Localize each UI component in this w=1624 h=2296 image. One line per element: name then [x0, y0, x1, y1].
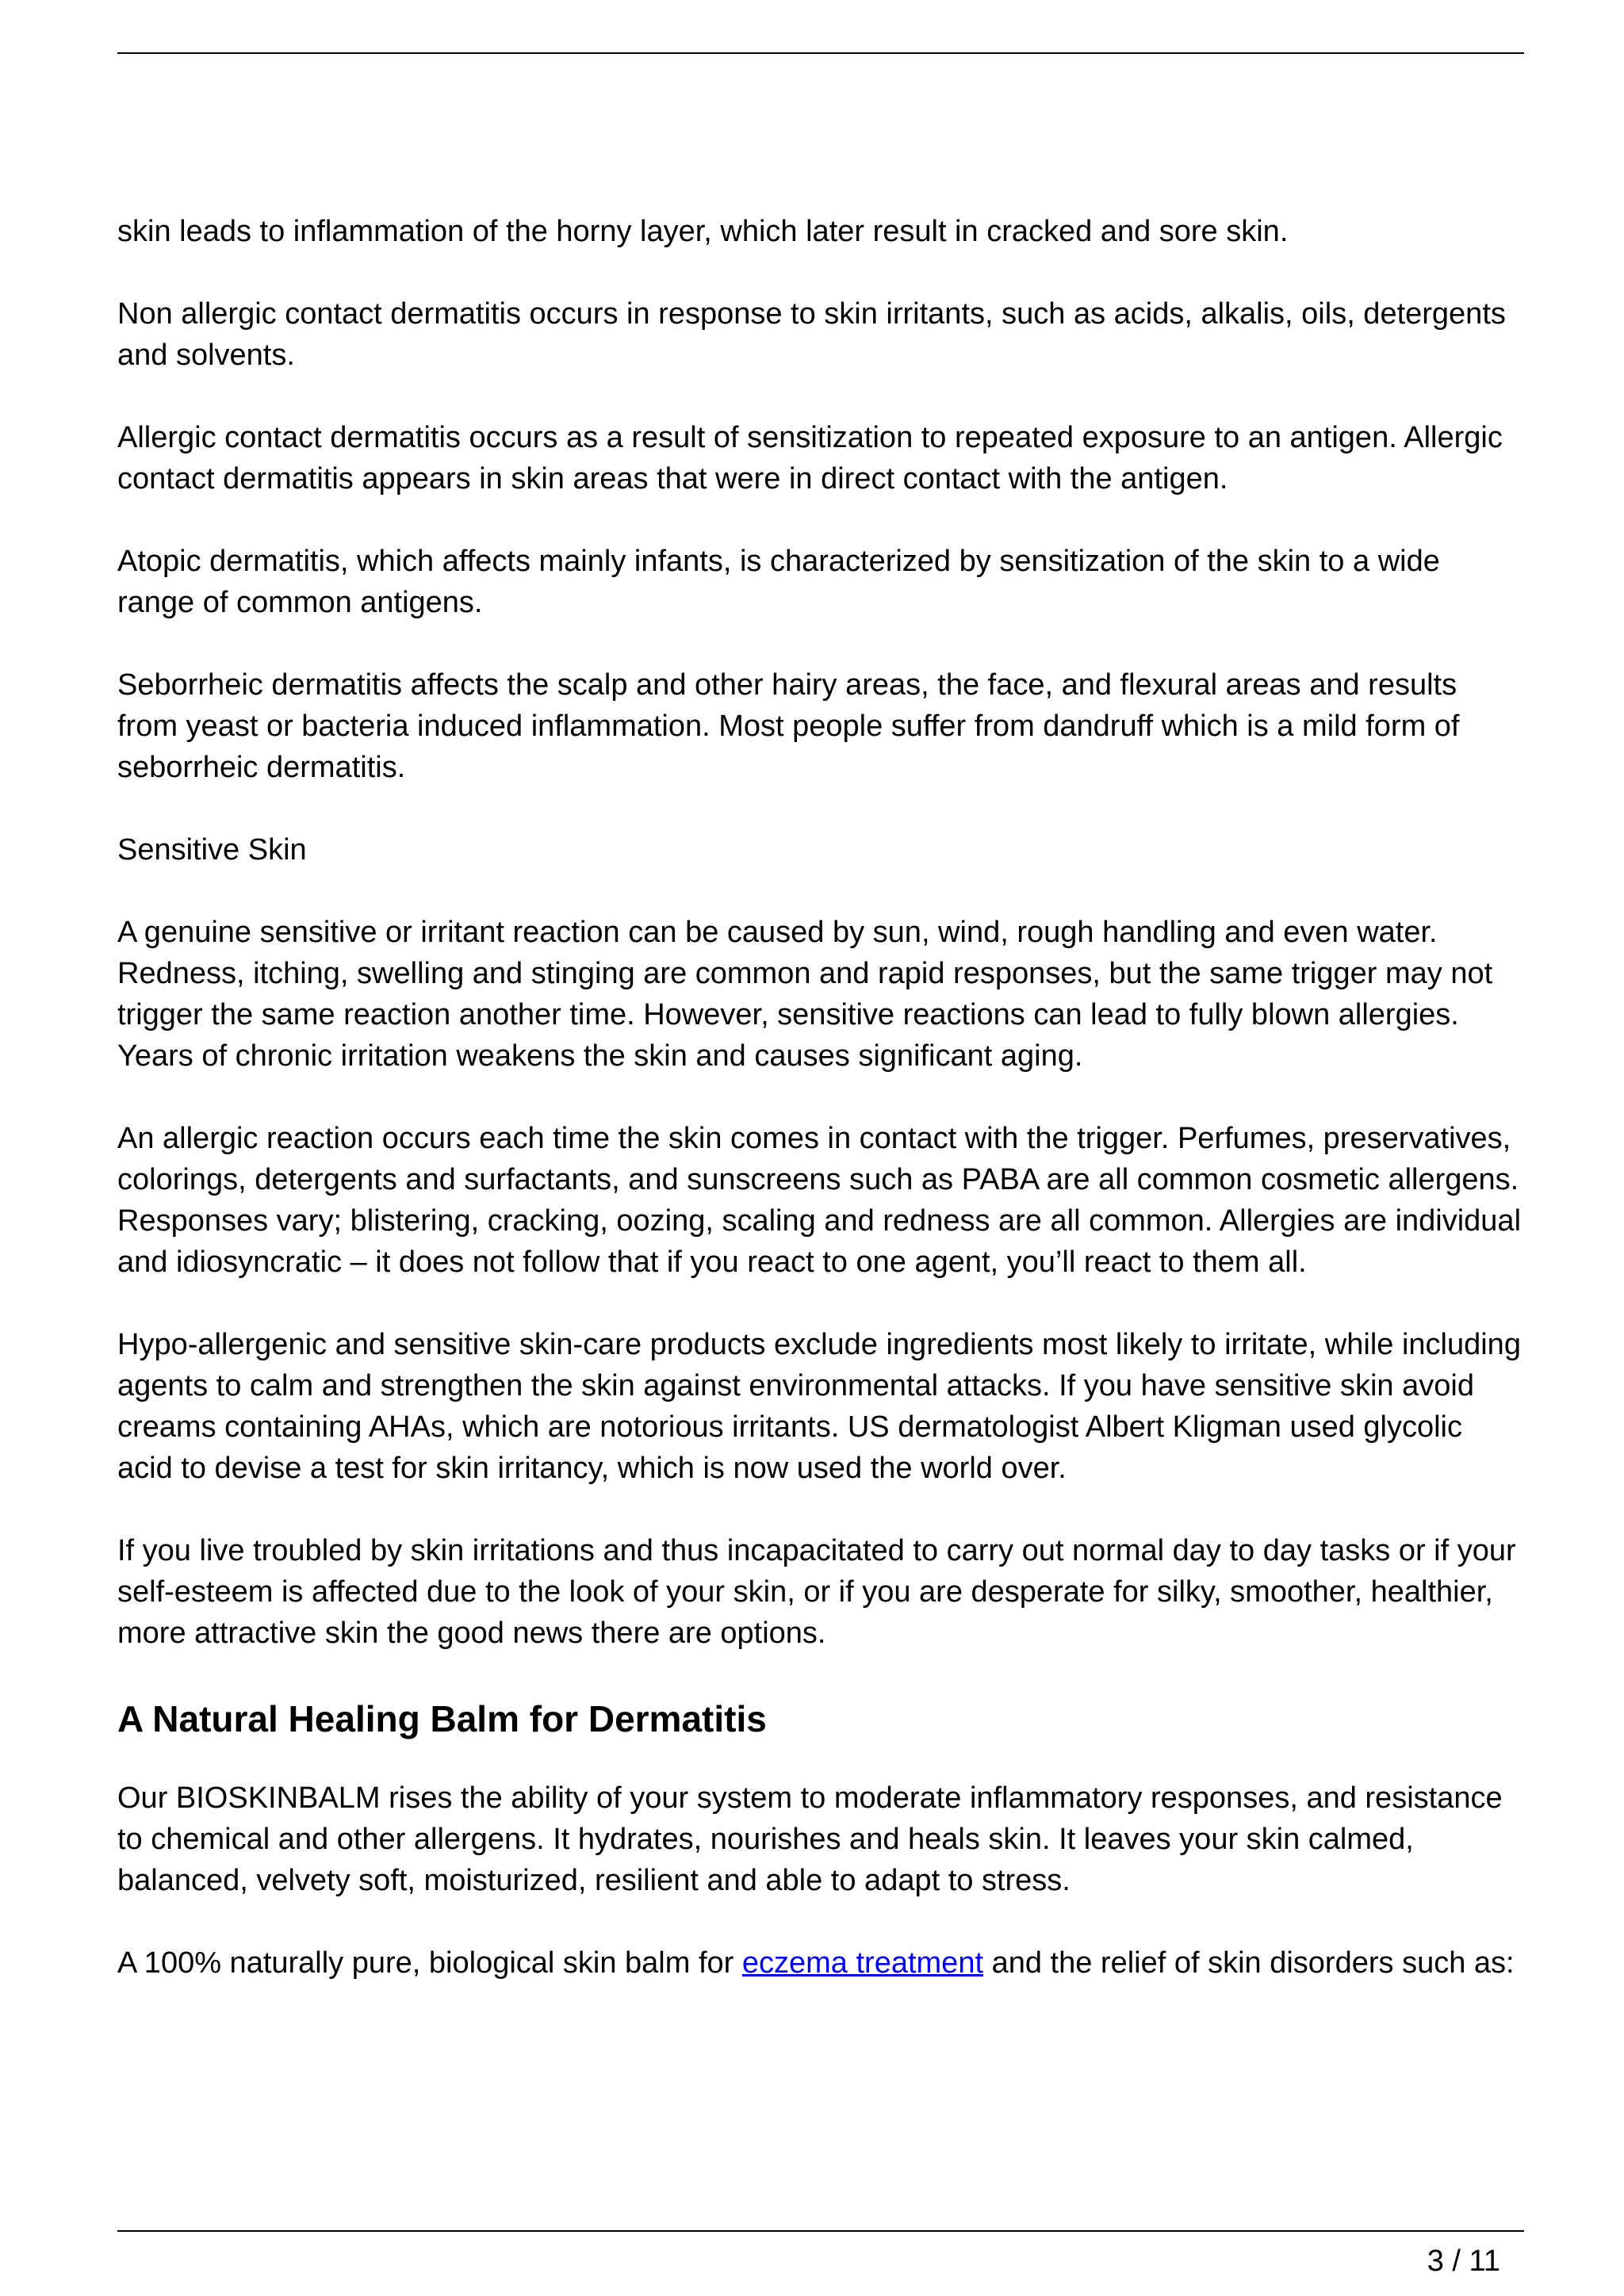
footer-rule — [117, 2230, 1524, 2232]
paragraph-atopic: Atopic dermatitis, which affects mainly infants, is characterized by sensitization of the skin to a wide range of common antigens. — [117, 545, 1440, 619]
document-body — [117, 211, 1524, 2025]
paragraph-options: If you live troubled by skin irritations and thus incapacitated to carry out normal day to day tasks or if your self-esteem is affected due to the look of your skin, or if you are desperate for silky, smoother, healthier, more attractive skin the good news there are options. — [117, 1534, 1516, 1650]
paragraph-hypo-allergenic: Hypo-allergenic and sensitive skin-care products exclude ingredients most likely to irritate, while including agents to calm and strengthen the skin against environmental attacks. If you have sensitive skin avoid creams containing AHAs, which are notorious irritants. US dermatologist Albert Kligman used glycolic acid to devise a test for skin irritancy, which is now used the world over. — [117, 1328, 1521, 1485]
paragraph-text-after-link: and the relief of skin disorders such as: — [983, 1946, 1515, 1980]
paragraph-text-before-link: A 100% naturally pure, biological skin balm for — [117, 1946, 742, 1980]
paragraph-bioskinbalm: Our BIOSKINBALM rises the ability of your system to moderate inflammatory responses, and resistance to chemical and other allergens. It hydrates, nourishes and heals skin. It leaves your skin calmed, balanced, velvety soft, moisturized, resilient and able to adapt to stress. — [117, 1781, 1503, 1897]
page-number: 3 / 11 — [1427, 2244, 1500, 2278]
paragraph-allergic-contact: Allergic contact dermatitis occurs as a result of sensitization to repeated exposure to an antigen. Allergic contact dermatitis appears in skin areas that were in direct contact with the antigen. — [117, 421, 1503, 496]
paragraph-seborrheic: Seborrheic dermatitis affects the scalp and other hairy areas, the face, and flexural areas and results from yeast or bacteria induced inflammation. Most people suffer from dandruff which is a mild form of seborrheic dermatitis. — [117, 668, 1460, 784]
subheading-sensitive-skin: Sensitive Skin — [117, 833, 307, 867]
paragraph-horny-layer: skin leads to inflammation of the horny layer, which later result in cracked and sore skin. — [117, 215, 1289, 248]
paragraph-sensitive-reaction: A genuine sensitive or irritant reaction can be caused by sun, wind, rough handling and even water. Redness, itching, swelling and stinging are common and rapid responses, but the same trigger may not trigger the same reaction another time. However, sensitive reactions can lead to fully blown allergies. Years of chronic irritation weakens the skin and causes significant aging. — [117, 916, 1493, 1073]
header-rule — [117, 52, 1524, 54]
eczema-treatment-link[interactable]: eczema treatment — [741, 1946, 984, 1980]
paragraph-natural-balm — [117, 1942, 1524, 1984]
paragraph-allergic-reaction: An allergic reaction occurs each time the skin comes in contact with the trigger. Perfumes, preservatives, colorings, detergents and surfactants, and sunscreens such as PABA are all common cosmetic allergens. Responses vary; blistering, cracking, oozing, scaling and redness are all common. Allergies are individual and idiosyncratic – it does not follow that if you react to one agent, you’ll react to them all. — [117, 1122, 1522, 1279]
section-heading: A Natural Healing Balm for Dermatitis — [117, 1698, 767, 1739]
paragraph-non-allergic: Non allergic contact dermatitis occurs in response to skin irritants, such as acids, alkalis, oils, detergents and solvents. — [117, 297, 1506, 372]
